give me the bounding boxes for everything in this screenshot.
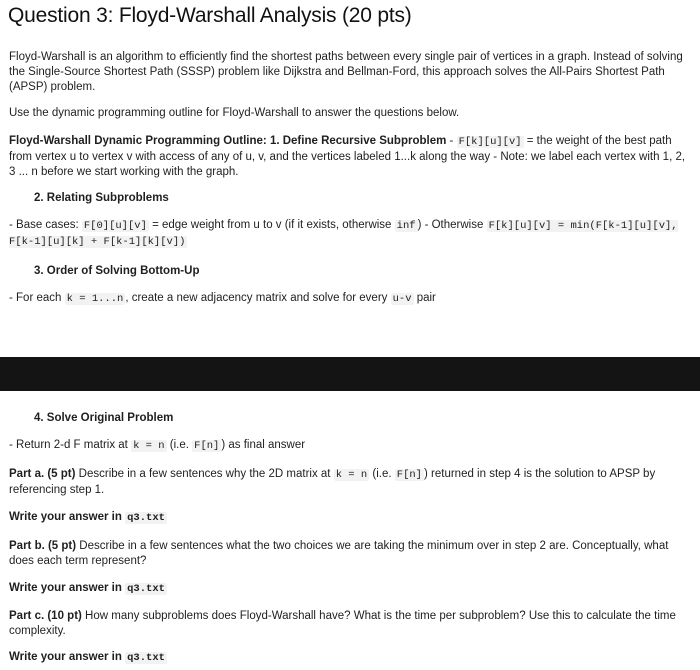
part-a-text3: ) returned in step 4 is the solution to APSP by referencing step 1. bbox=[9, 468, 656, 496]
part-b-paragraph bbox=[9, 539, 688, 569]
part-a-answer bbox=[9, 510, 688, 526]
bottom-section bbox=[0, 391, 700, 670]
answer-file: q3.txt bbox=[127, 652, 165, 664]
part-a-k-code: k = n bbox=[335, 469, 368, 481]
step3-prefix: - For each bbox=[9, 292, 65, 304]
page-divider-bar bbox=[0, 357, 700, 391]
use-outline-paragraph: Use the dynamic programming outline for Floyd-Warshall to answer the questions below. bbox=[9, 107, 460, 119]
step1-code: F[k][u][v] bbox=[458, 136, 522, 148]
step1-label: 1. Define Recursive Subproblem bbox=[269, 135, 447, 147]
step3-paragraph bbox=[9, 291, 688, 307]
step1-sep: - bbox=[446, 135, 457, 147]
otherwise-text: ) - Otherwise bbox=[417, 219, 487, 231]
outline-paragraph bbox=[9, 134, 688, 180]
answer-prefix: Write your answer in bbox=[9, 511, 126, 523]
inf-code: inf bbox=[396, 220, 416, 232]
step4-k-code: k = n bbox=[133, 440, 165, 452]
step2-paragraph bbox=[9, 218, 688, 250]
step4-title: 4. Solve Original Problem bbox=[34, 412, 174, 424]
part-a-text2: (i.e. bbox=[369, 468, 395, 480]
part-a-paragraph bbox=[9, 467, 688, 498]
part-c-paragraph bbox=[9, 609, 688, 639]
step2-title: 2. Relating Subproblems bbox=[34, 192, 169, 204]
step4-fn-code: F[n] bbox=[194, 440, 220, 452]
step3-title: 3. Order of Solving Bottom-Up bbox=[34, 265, 200, 277]
recurrence-code: F[k][u][v] = min(F[k-1][u][v], F[k-1][u][k] + F[k-1][k][v]) bbox=[9, 220, 678, 248]
part-c-text: How many subproblems does Floyd-Warshall have? What is the time per subproblem? Use this to calculate the time complexity. bbox=[9, 610, 676, 637]
step4-paragraph bbox=[9, 438, 688, 454]
step1-text: = the weight of the best path from vertex u to vertex v with access of any of u, v, and the vertices labeled 1...k along the way - Note: we label each vertex with 1, 2, 3 ... n before we start working with the graph. bbox=[9, 135, 686, 178]
answer-prefix: Write your answer in bbox=[9, 651, 126, 663]
answer-prefix: Write your answer in bbox=[9, 582, 126, 594]
part-a-label: Part a. (5 pt) bbox=[9, 468, 76, 480]
step4-mid: (i.e. bbox=[166, 439, 193, 451]
answer-file: q3.txt bbox=[127, 583, 165, 595]
question-title: Question 3: Floyd-Warshall Analysis (20 pts) bbox=[8, 4, 412, 27]
step3-mid: , create a new adjacency matrix and solve for every bbox=[125, 292, 391, 304]
part-a-text1: Describe in a few sentences why the 2D matrix at bbox=[75, 468, 334, 480]
part-b-answer bbox=[9, 581, 688, 597]
step4-suffix: ) as final answer bbox=[221, 439, 306, 451]
part-c-label: Part c. (10 pt) bbox=[9, 610, 82, 622]
step4-prefix: - Return 2-d F matrix at bbox=[9, 439, 132, 451]
answer-file: q3.txt bbox=[127, 512, 165, 524]
part-c-answer bbox=[9, 650, 688, 666]
base-prefix: - Base cases: bbox=[9, 219, 82, 231]
intro-paragraph: Floyd-Warshall is an algorithm to efficiently find the shortest paths between every single pair of vertices in a graph. Instead of solving the Single-Source Shortest Path (SSSP) problem like Dijkstra and Bellman-Ford, this approach solves the All-Pairs Shortest Path (APSP) problem. bbox=[9, 51, 683, 93]
uv-code: u-v bbox=[392, 293, 412, 305]
part-a-fn-code: F[n] bbox=[396, 469, 422, 481]
outline-heading: Floyd-Warshall Dynamic Programming Outline: bbox=[9, 135, 267, 147]
step3-suffix: pair bbox=[413, 292, 436, 304]
base-mid: = edge weight from u to v (if it exists, otherwise bbox=[148, 219, 395, 231]
part-b-text: Describe in a few sentences what the two choices we are taking the minimum over in step 2 are. Conceptually, what does each term represent? bbox=[9, 540, 669, 567]
step3-k-code: k = 1...n bbox=[66, 293, 124, 305]
base-code: F[0][u][v] bbox=[83, 220, 147, 232]
part-b-label: Part b. (5 pt) bbox=[9, 540, 77, 552]
